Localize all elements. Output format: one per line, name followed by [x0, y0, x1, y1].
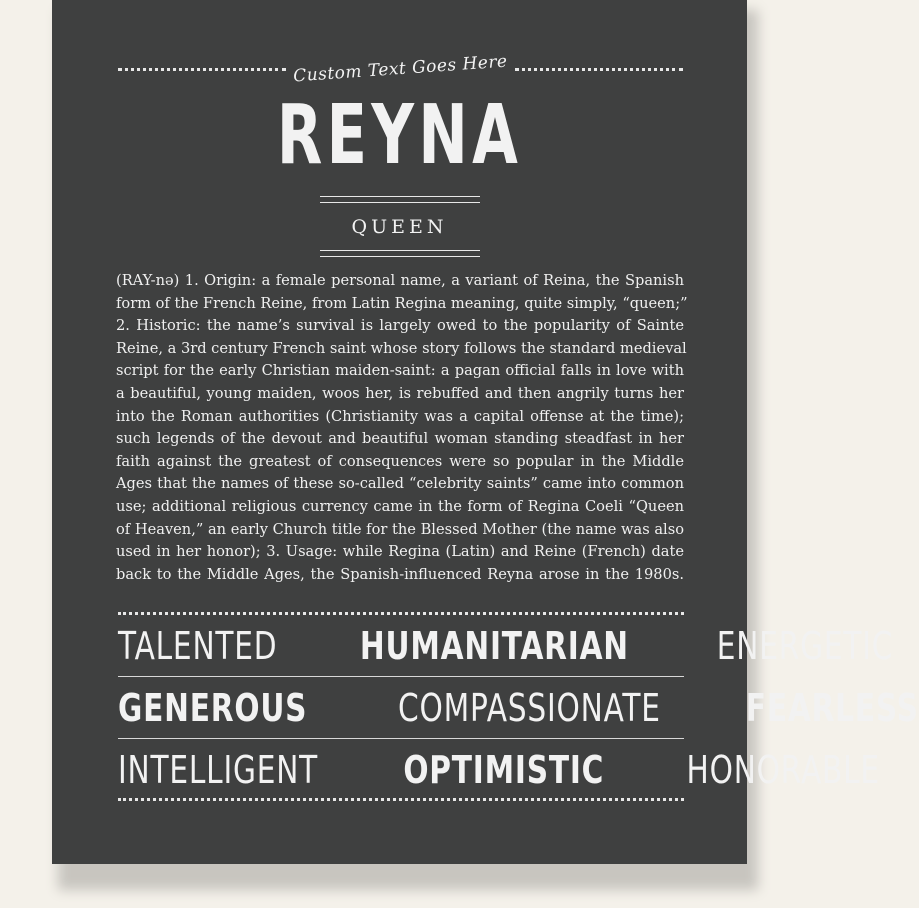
meaning-rule-bottom	[320, 250, 480, 251]
trait-word: GENEROUS	[118, 686, 308, 730]
definition-line: (RAY-nə) 1. Origin: a female personal name, a variant of Reina, the Spanish	[116, 272, 684, 289]
trait-word: COMPASSIONATE	[397, 686, 661, 730]
name-title: REYNA	[276, 88, 523, 183]
definition-line: such legends of the devout and beautiful woman standing steadfast in her	[116, 430, 684, 448]
custom-text-row	[118, 51, 683, 87]
definition-line: use; additional religious currency came in the form of Regina Coeli “Queen	[116, 497, 684, 515]
trait-word: OPTIMISTIC	[402, 748, 604, 792]
definition-line: form of the French Reine, from Latin Regina meaning, quite simply, “queen;”	[116, 294, 688, 312]
definition-line: script for the early Christian maiden-saint: a pagan official falls in love with	[116, 362, 684, 380]
name-definition	[116, 270, 688, 586]
definition-line: of Heaven,” an early Church title for the Blessed Mother (the name was also	[116, 520, 684, 538]
name-rule-top	[320, 196, 480, 197]
traits-divider-2	[118, 738, 684, 739]
trait-word: HUMANITARIAN	[360, 624, 630, 668]
trait-word: HONORABLE	[686, 748, 880, 792]
custom-text: Custom Text Goes Here	[292, 51, 509, 87]
name-poster	[52, 0, 919, 864]
definition-line: a beautiful, young maiden, woos her, is rebuffed and then angrily turns her	[116, 384, 684, 402]
dotted-divider-left	[118, 68, 286, 71]
traits-row-2	[118, 684, 919, 732]
meaning-rule-bottom-2	[320, 256, 480, 257]
name-meaning: QUEEN	[351, 216, 448, 238]
trait-word: ENERGETIC	[716, 624, 894, 668]
dotted-divider-right	[515, 68, 683, 71]
traits-row-1	[118, 622, 894, 670]
definition-line: 2. Historic: the name’s survival is largely owed to the popularity of Sainte	[116, 317, 684, 335]
definition-line: used in her honor); 3. Usage: while Regina (Latin) and Reine (French) date	[116, 543, 684, 561]
traits-divider-top	[118, 612, 684, 615]
trait-word: FEARLESS	[746, 686, 919, 730]
definition-line: Ages that the names of these so-called “celebrity saints” came into common	[116, 475, 684, 493]
definition-line: faith against the greatest of consequences were so popular in the Middle	[116, 452, 684, 470]
name-rule-top-2	[320, 202, 480, 203]
definition-line: back to the Middle Ages, the Spanish-influenced Reyna arose in the 1980s.	[116, 565, 684, 583]
definition-line: into the Roman authorities (Christianity was a capital offense at the time);	[116, 407, 684, 425]
trait-word: INTELLIGENT	[118, 748, 319, 792]
traits-divider-1	[118, 676, 684, 677]
traits-row-3	[118, 746, 880, 794]
trait-word: TALENTED	[118, 624, 278, 668]
traits-divider-bottom	[118, 798, 684, 801]
definition-line: Reine, a 3rd century French saint whose story follows the standard medieval	[116, 339, 687, 357]
